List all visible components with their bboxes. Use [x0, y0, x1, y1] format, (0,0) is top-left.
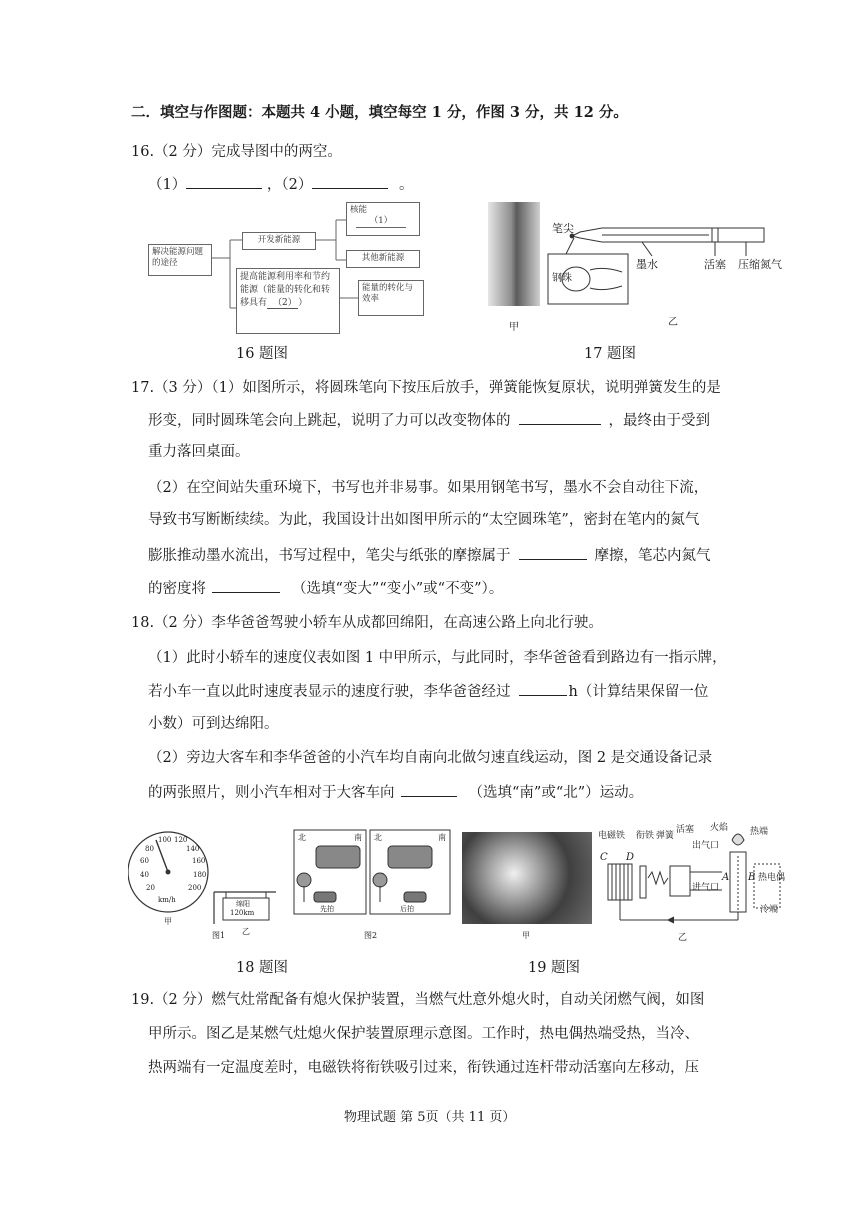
car-after: [404, 892, 426, 902]
car-before: [314, 892, 336, 902]
label-cold-end: 冷端: [760, 905, 779, 915]
q17-blank-density[interactable]: [212, 578, 280, 593]
photo2-caption: 后拍: [400, 905, 414, 913]
q18-figure: [128, 826, 458, 942]
gauge-unit: km/h: [158, 896, 176, 904]
q16-blank1[interactable]: [186, 174, 262, 189]
q17-blank-motion[interactable]: [519, 410, 601, 425]
q19-line1: 19.（2 分）燃气灶常配备有熄火保护装置，当燃气灶意外熄火时，自动关闭燃气阀，如图: [131, 992, 705, 1008]
label-inlet: 进气口: [692, 883, 720, 893]
photo1-south: 南: [354, 833, 362, 842]
q19-label-yi: 乙: [678, 933, 688, 943]
bus-before: [316, 846, 360, 868]
q17-line6b: 摩擦，笔芯内氮气: [594, 548, 711, 564]
q18-line4: 小数）可到达绵阳。: [148, 716, 279, 732]
photo1-north: 北: [298, 833, 306, 842]
q16-blanks: [148, 174, 413, 195]
label-A: A: [722, 872, 730, 883]
q19-line2: 甲所示。图乙是某燃气灶熄火保护装置原理示意图。工作时，热电偶热端受热，当冷、: [148, 1026, 699, 1042]
mindmap-nuclear: [346, 202, 420, 236]
q17-label-yi: 乙: [668, 317, 678, 328]
q18-line5: （2）旁边大客车和李华爸爸的小汽车均自南向北做匀速直线运动，图 2 是交通设备记录: [148, 750, 713, 766]
q19-figure: [460, 820, 800, 942]
gauge-tick-180: 180: [193, 871, 207, 879]
mindmap-improve: [236, 268, 340, 334]
label-D: D: [626, 852, 635, 863]
q18-label-jia: 甲: [164, 917, 172, 926]
q16-end: 。: [398, 177, 414, 193]
label-hot-end: 热端: [750, 827, 769, 837]
label-ink: 墨水: [636, 258, 658, 271]
q17-line3: 重力落回桌面。: [148, 444, 250, 460]
photo2-south: 南: [438, 833, 446, 842]
mindmap-nuclear-blank: （1）: [356, 216, 406, 228]
q16-caption: 16 题图: [236, 346, 289, 362]
gauge-tick-labels: [138, 834, 207, 904]
q18-line3b: h（计算结果保留一位: [568, 684, 709, 700]
gauge-tick-120: 120: [174, 836, 188, 844]
photo2-north: 北: [374, 833, 382, 842]
mindmap-improve-blank: （2）: [267, 298, 298, 309]
photo1-caption: 先拍: [320, 905, 334, 913]
gauge-tick-200: 200: [188, 884, 202, 892]
q18-line1: 18.（2 分）李华爸爸驾驶小轿车从成都回绵阳，在高速公路上向北行驶。: [131, 615, 603, 631]
q19-caption: 19 题图: [528, 960, 581, 976]
label-pen-tip: 笔尖: [552, 222, 574, 235]
q19-line3: 热两端有一定温度差时，电磁铁将衔铁吸引过来，衔铁通过连杆带动活塞向左移动，压: [148, 1060, 699, 1076]
mindmap-develop: 开发新能源: [242, 232, 316, 250]
q17-caption: 17 题图: [584, 346, 637, 362]
mindmap-root: 解决能源问题的途径: [148, 244, 212, 276]
bus-after: [388, 846, 432, 868]
label-C: C: [600, 852, 608, 863]
q16-mindmap: [140, 198, 440, 338]
q17-line4: （2）在空间站失重环境下，书写也并非易事。如果用钢笔书写，墨水不会自动往下流，: [148, 480, 709, 496]
q17-line2: [148, 410, 710, 431]
gauge-tick-40: 40: [140, 871, 149, 879]
sign-line1: 绵阳: [236, 900, 250, 908]
q17-line6a: 膨胀推动墨水流出，书写过程中，笔尖与纸张的摩擦属于: [148, 548, 511, 564]
q18-line3: [148, 681, 708, 702]
label-armature: 衔铁: [636, 831, 655, 841]
q18-fig2: 图2: [364, 931, 378, 940]
mindmap-improve-text: 提高能源利用率和节约能源（能量的转化和转移具有: [240, 272, 331, 308]
label-electromagnet: 电磁铁: [598, 831, 626, 841]
gauge-tick-60: 60: [140, 857, 149, 865]
label-piston2: 活塞: [676, 825, 695, 835]
q18-line6a: 的两张照片，则小汽车相对于大客车向: [148, 785, 395, 801]
q18-line2: （1）此时小轿车的速度仪表如图 1 中甲所示，与此同时，李华爸爸看到路边有一指示牌，: [148, 650, 727, 666]
q17-blank-friction[interactable]: [519, 545, 587, 560]
q18-caption: 18 题图: [236, 960, 289, 976]
q18-line6b: （选填“南”或“北”）运动。: [468, 785, 644, 801]
label-gas: 压缩氮气: [738, 258, 782, 271]
label-piston: 活塞: [704, 258, 726, 271]
q17-line7: [148, 578, 503, 599]
label-ball: 钢珠: [552, 273, 572, 284]
mindmap-nuclear-label: 核能: [350, 205, 368, 215]
q18-blank-time[interactable]: [519, 681, 567, 696]
q19-label-jia: 甲: [522, 931, 530, 940]
q18-line6: [148, 782, 643, 803]
mindmap-other: 其他新能源: [346, 250, 420, 268]
q18-fig1: 图1: [212, 931, 226, 940]
gauge-tick-100: 100: [158, 836, 172, 844]
label-outlet: 出气口: [692, 841, 720, 851]
q16-stem: 16.（2 分）完成导图中的两空。: [131, 144, 342, 160]
q17-label-jia: 甲: [509, 322, 519, 333]
q16-sep: ，: [266, 177, 282, 193]
q17-line5: 导致书写断断续续。为此，我国设计出如图甲所示的“太空圆珠笔”，密封在笔内的氮气: [148, 512, 700, 528]
mindmap-improve-end: ）: [298, 298, 308, 308]
q17-line2b: ，最终由于受到: [608, 413, 710, 429]
gauge-tick-160: 160: [192, 857, 206, 865]
q16-blank2[interactable]: [312, 174, 388, 189]
q16-blank1-label: （1）: [148, 177, 187, 193]
sign-line2: 120km: [230, 909, 255, 917]
q17-line7b: （选填“变大”“变小”或“不变”）。: [292, 581, 504, 597]
q18-label-yi: 乙: [242, 927, 250, 936]
mindmap-efficiency: 能量的转化与效率: [358, 280, 424, 316]
q17-line7a: 的密度将: [148, 581, 206, 597]
gauge-tick-80: 80: [145, 845, 154, 853]
label-B: B: [748, 872, 756, 883]
gauge-tick-140: 140: [186, 845, 200, 853]
label-spring: 弹簧: [656, 831, 675, 841]
q17-line1: 17.（3 分）（1）如图所示，将圆珠笔向下按压后放手，弹簧能恢复原状，说明弹簧发生的是: [131, 380, 721, 396]
q18-blank-direction[interactable]: [401, 782, 457, 797]
q18-line3a: 若小车一直以此时速度表显示的速度行驶，李华爸爸经过: [148, 684, 511, 700]
q17-figure: [484, 200, 794, 335]
q17-line6: [148, 545, 711, 566]
label-flame: 火焰: [710, 823, 729, 833]
q16-blank2-label: （2）: [281, 177, 313, 193]
label-thermocouple: 热电偶: [758, 873, 786, 883]
gauge-tick-20: 20: [146, 884, 155, 892]
section-title: 二．填空与作图题：本题共 4 小题，填空每空 1 分，作图 3 分，共 12 分。: [131, 104, 628, 121]
q17-line2a: 形变，同时圆珠笔会向上跳起，说明了力可以改变物体的: [148, 413, 511, 429]
page-footer: 物理试题 第 5页（共 11 页）: [344, 1110, 516, 1125]
